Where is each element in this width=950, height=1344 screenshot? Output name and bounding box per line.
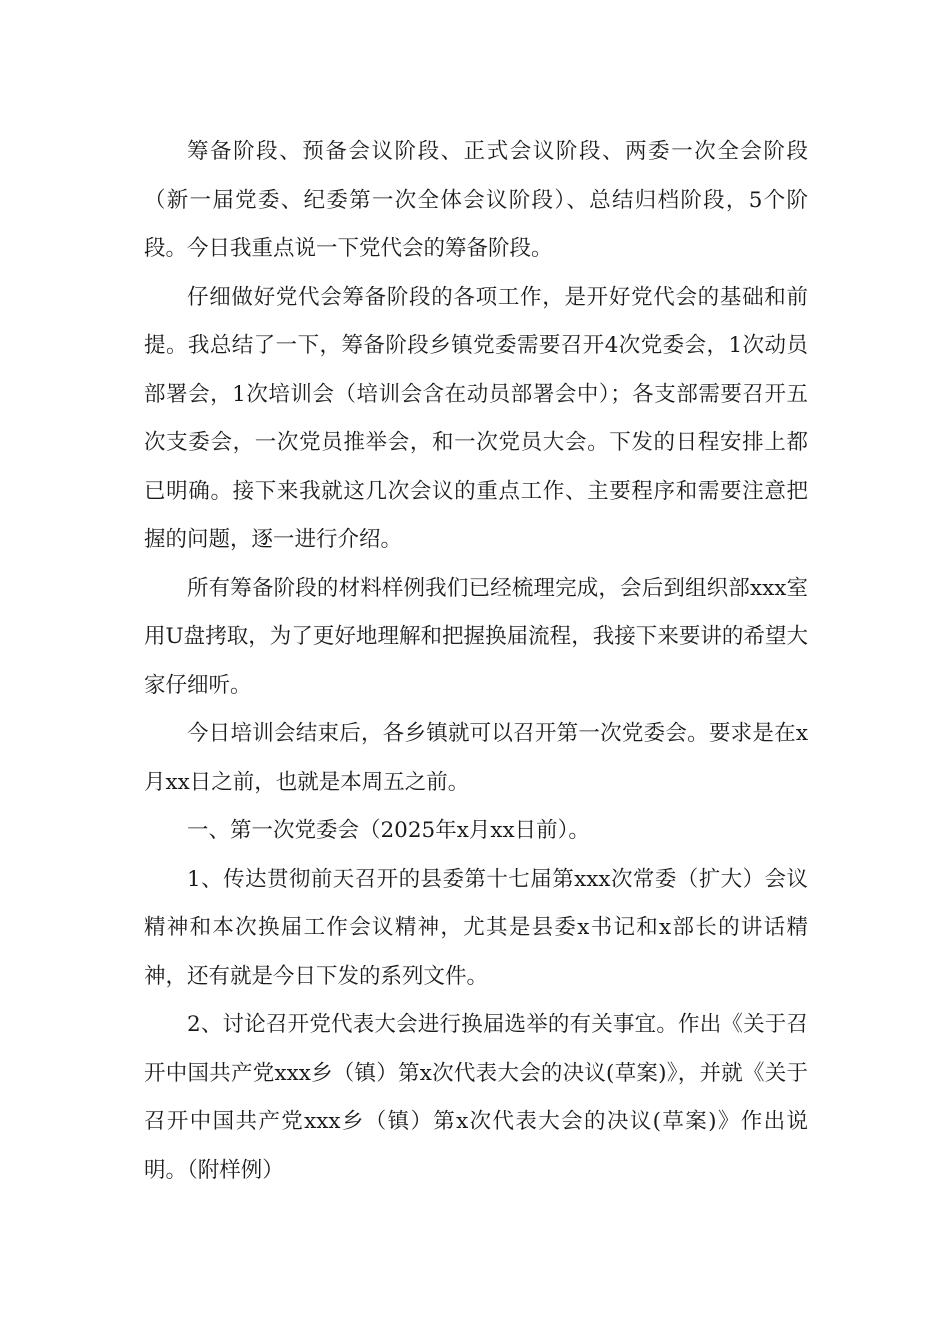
paragraph-stages-overview: 筹备阶段、预备会议阶段、正式会议阶段、两委一次全会阶段（新一届党委、纪委第一次全体会议阶段）、总结归档阶段，5个阶段。今日我重点说一下党代会的筹备阶段。	[144, 139, 808, 261]
section-heading-first-meeting: 一、第一次党委会（2025年x月xx日前）。	[187, 818, 590, 843]
paragraph-item-2: 2、讨论召开党代表大会进行换届选举的有关事宜。作出《关于召开中国共产党xxx乡（镇）第x次代表大会的决议(草案)》，并就《关于召开中国共产党xxx乡（镇）第x次代表大会的决议(草案)》作出说明。（附样例）	[144, 1012, 808, 1183]
paragraph-first-meeting-timing: 今日培训会结束后，各乡镇就可以召开第一次党委会。要求是在x月xx日之前，也就是本周五之前。	[144, 721, 808, 795]
document-body	[144, 128, 808, 1195]
paragraph-item-1: 1、传达贯彻前天召开的县委第十七届第xxx次常委（扩大）会议精神和本次换届工作会议精神，尤其是县委x书记和x部长的讲话精神，还有就是今日下发的系列文件。	[144, 866, 808, 989]
paragraph-materials: 所有筹备阶段的材料样例我们已经梳理完成，会后到组织部xxx室用U盘拷取，为了更好地理解和把握换届流程，我接下来要讲的希望大家仔细听。	[144, 575, 808, 698]
paragraph-preparation-work: 仔细做好党代会筹备阶段的各项工作，是开好党代会的基础和前提。我总结了一下，筹备阶段乡镇党委需要召开4次党委会，1次动员部署会，1次培训会（培训会含在动员部署会中）；各支部需要召开五次支委会，一次党员推举会，和一次党员大会。下发的日程安排上都已明确。接下来我就这几次会议的重点工作、主要程序和需要注意把握的问题，逐一进行介绍。	[144, 284, 808, 552]
